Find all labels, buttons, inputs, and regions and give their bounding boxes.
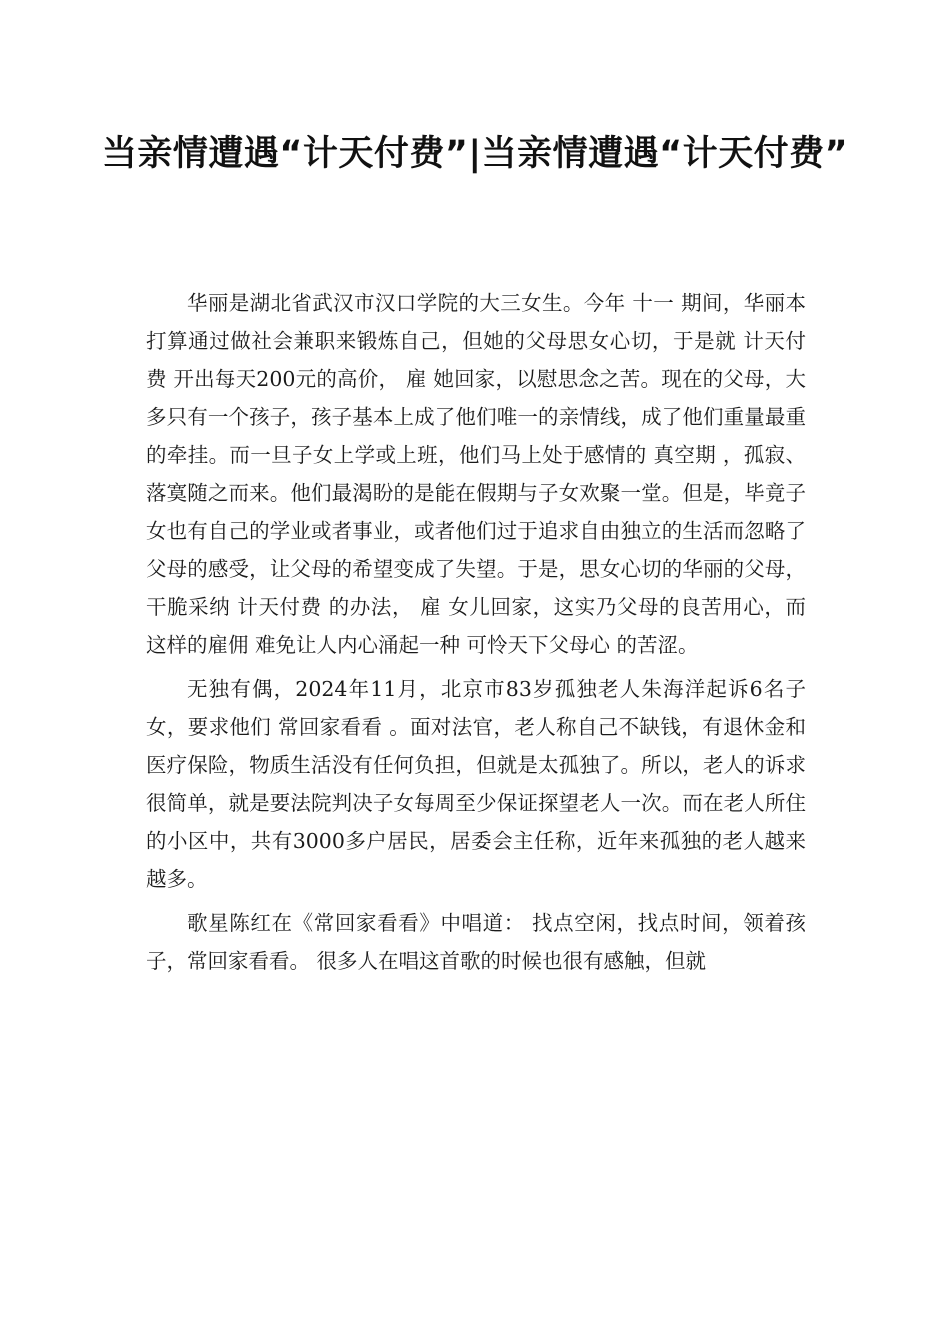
paragraph-2: 无独有偶，2024年11月，北京市83岁孤独老人朱海洋起诉6名子女，要求他们 常回家看看 。面对法官，老人称自己不缺钱，有退休金和医疗保险，物质生活没有任何负担，但就是太孤独了。所以，老人的诉求很简单，就是要法院判决子女每周至少保证探望老人一次。而在老人所住的小区中，共有3000多户居民，居委会主任称，近年来孤独的老人越来越多。 <box>146 677 806 891</box>
document-body <box>146 284 806 986</box>
paragraph-1: 华丽是湖北省武汉市汉口学院的大三女生。今年 十一 期间，华丽本打算通过做社会兼职来锻炼自己，但她的父母思女心切，于是就 计天付费 开出每天200元的高价， 雇 她回家，以慰思念之苦。现在的父母，大多只有一个孩子，孩子基本上成了他们唯一的亲情线，成了他们重量最重的牵挂。而一旦子女上学或上班，他们马上处于感情的 真空期 ，孤寂、落寞随之而来。他们最渴盼的是能在假期与子女欢聚一堂。但是，毕竟子女也有自己的学业或者事业，或者他们过于追求自由独立的生活而忽略了父母的感受，让父母的希望变成了失望。于是，思女心切的华丽的父母，干脆采纳 计天付费 的办法， 雇 女儿回家，这实乃父母的良苦用心，而这样的雇佣 难免让人内心涌起一种 可怜天下父母心 的苦涩。 <box>146 291 806 657</box>
document-title: 当亲情遭遇“计天付费”|当亲情遭遇“计天付费” <box>101 134 849 174</box>
paragraph-3: 歌星陈红在《常回家看看》中唱道： 找点空闲，找点时间，领着孩子，常回家看看。 很多人在唱这首歌的时候也很有感触，但就 <box>146 911 806 973</box>
